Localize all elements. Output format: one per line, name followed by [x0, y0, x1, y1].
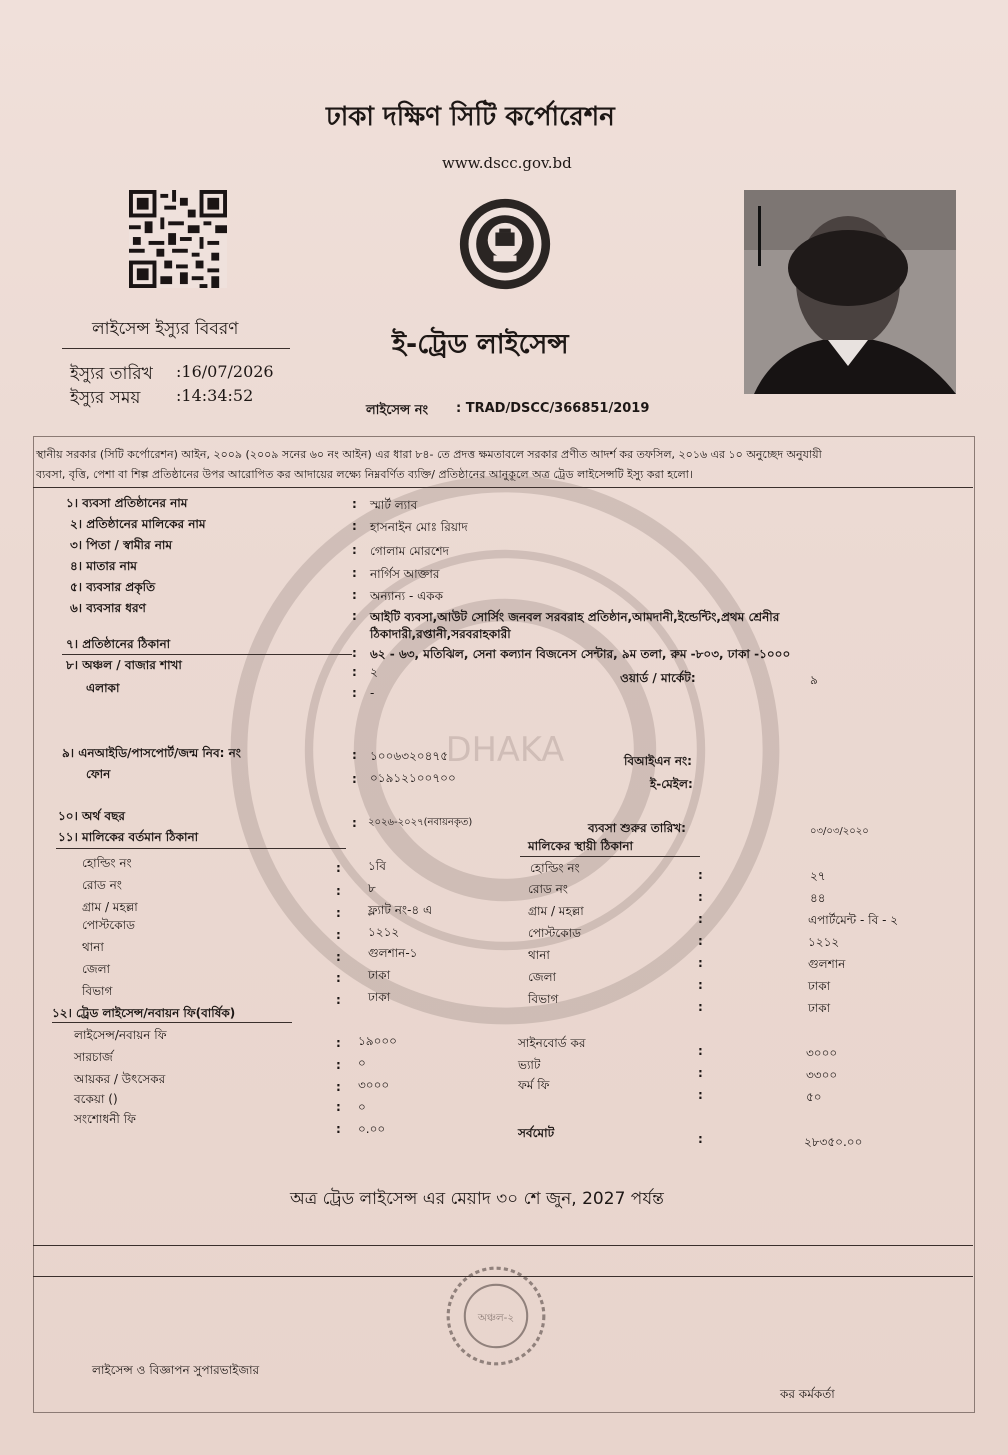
license-fee-value: ১৯০০০: [358, 1034, 397, 1048]
father-name-label: ৩। পিতা / স্বামীর নাম: [70, 538, 173, 552]
org-title: ঢাকা দক্ষিণ সিটি কর্পোরেশন: [326, 102, 615, 132]
present-holding-value: ১বি: [368, 859, 386, 873]
colon: :: [352, 566, 357, 580]
present-postcode-value: ১২১২: [368, 925, 400, 939]
fees-heading: ১২। ট্রেড লাইসেন্স/নবায়ন ফি(বার্ষিক): [52, 1006, 236, 1020]
permanent-thana-label: থানা: [528, 948, 550, 962]
address-label: ৭। প্রতিষ্ঠানের ঠিকানা: [66, 637, 171, 651]
present-road-value: ৮: [368, 881, 376, 895]
permanent-postcode-value: ১২১২: [808, 935, 840, 949]
form-fee-value: ৫০: [806, 1090, 822, 1104]
zone-label: ৮। অঞ্চল / বাজার শাখা: [66, 658, 182, 672]
present-village-label: গ্রাম / মহল্লা: [82, 900, 138, 914]
issue-heading-rule: [62, 348, 290, 349]
mother-name-label: ৪। মাতার নাম: [70, 559, 137, 573]
colon: :: [352, 497, 357, 511]
father-name-value: গোলাম মোরশেদ: [370, 544, 449, 558]
colon: :: [698, 1000, 703, 1014]
total-label: সর্বমোট: [518, 1126, 555, 1140]
amendment-fee-label: সংশোধনী ফি: [74, 1112, 136, 1126]
present-address-rule: [56, 848, 346, 849]
nid-label: ৯। এনআইডি/পাসপোর্ট/জন্ম নিব: নং: [62, 746, 241, 760]
preamble-line-2: ব্যবসা, বৃত্তি, পেশা বা শিল্প প্রতিষ্ঠানের উপর আরোপিত কর আদায়ের লক্ষ্যে নিম্নবর্ণিত ব্যক্তি/ প্রতিষ্ঠানের আনুকূলে অত্র ট্রেড লাইসেন্সটি ইস্যু করা হলো।: [36, 468, 693, 481]
colon: :: [336, 928, 341, 942]
signboard-tax-value: ৩০০০: [806, 1046, 838, 1060]
permanent-address-label: মালিকের স্থায়ী ঠিকানা: [528, 839, 633, 853]
colon: :: [698, 978, 703, 992]
issue-time-label: ইস্যুর সময়: [70, 388, 141, 408]
permanent-road-value: ৪৪: [810, 891, 826, 905]
owner-name-value: হাসনাইন মোঃ রিয়াদ: [370, 520, 468, 534]
ward-label: ওয়ার্ড / মার্কেট:: [620, 671, 696, 685]
phone-value: ০১৯১২১০০৭০০: [370, 771, 456, 785]
colon: :: [336, 1058, 341, 1072]
present-division-value: ঢাকা: [368, 990, 391, 1004]
fees-heading-rule: [52, 1022, 292, 1023]
present-district-label: জেলা: [82, 962, 111, 976]
mother-name-value: নার্গিস আক্তার: [370, 567, 440, 581]
colon: :: [698, 956, 703, 970]
issue-date-label: ইস্যুর তারিখ: [70, 364, 153, 384]
colon: :: [352, 543, 357, 557]
license-no-label: লাইসেন্স নং: [366, 403, 429, 418]
start-date-value: ০৩/০৩/২০২০: [810, 826, 869, 837]
form-fee-label: ফর্ম ফি: [518, 1078, 550, 1092]
business-type-label: ৬। ব্যবসার ধরণ: [70, 601, 146, 615]
permanent-district-value: ঢাকা: [808, 979, 831, 993]
person-photo-icon: [744, 190, 956, 394]
license-no-value: : TRAD/DSCC/366851/2019: [456, 401, 650, 416]
permanent-division-value: ঢাকা: [808, 1001, 831, 1015]
present-holding-label: হোল্ডিং নং: [82, 856, 132, 870]
colon: :: [336, 884, 341, 898]
total-value: ২৮৩৫০.০০: [804, 1135, 863, 1149]
permanent-address-rule: [520, 856, 700, 857]
colon: :: [336, 993, 341, 1007]
colon: :: [698, 1044, 703, 1058]
license-title: ই-ট্রেড লাইসেন্স: [392, 329, 569, 360]
permanent-thana-value: গুলশান: [808, 957, 846, 971]
fiscal-year-label: ১০। অর্থ বছর: [58, 809, 125, 823]
fiscal-year-value: ২০২৬-২০২৭(নবায়নকৃত): [368, 817, 473, 828]
colon: :: [336, 971, 341, 985]
arrears-label: বকেয়া (): [74, 1092, 118, 1106]
colon: :: [336, 861, 341, 875]
permanent-postcode-label: পোস্টকোড: [528, 926, 581, 940]
colon: :: [352, 686, 357, 700]
arrears-value: ০: [358, 1100, 366, 1114]
address-value: ৬২ - ৬৩, মতিঝিল, সেনা কল্যান বিজনেস সেন্টার, ৯ম তলা, রুম -৮০৩, ঢাকা -১০০০: [370, 647, 791, 661]
ward-value: ৯: [810, 673, 818, 687]
colon: :: [352, 816, 357, 830]
validity-text: অত্র ট্রেড লাইসেন্স এর মেয়াদ ৩০ শে জুন, 2027 পর্যন্ত: [290, 1189, 664, 1209]
issue-heading: লাইসেন্স ইস্যুর বিবরণ: [92, 319, 239, 339]
supervisor-label: লাইসেন্স ও বিজ্ঞাপন সুপারভাইজার: [92, 1363, 260, 1377]
colon: :: [336, 1122, 341, 1136]
present-postcode-label: পোস্টকোড: [82, 918, 135, 932]
business-name-value: স্মার্ট ল্যাব: [370, 498, 418, 512]
colon: :: [336, 1036, 341, 1050]
office-stamp-icon: [444, 1264, 548, 1368]
income-tax-label: আয়কর / উৎসেকর: [74, 1072, 166, 1086]
area-value: -: [370, 686, 375, 700]
colon: :: [698, 868, 703, 882]
present-village-value: ফ্ল্যাট নং-৪ এ: [368, 903, 433, 917]
colon: :: [698, 912, 703, 926]
email-label: ই-মেইল:: [650, 777, 693, 791]
permanent-village-value: এপার্টমেন্ট - বি - ২: [808, 913, 899, 927]
amendment-fee-value: ০.০০: [358, 1122, 386, 1136]
colon: :: [352, 519, 357, 533]
colon: :: [352, 665, 357, 679]
colon: :: [336, 950, 341, 964]
start-date-label: ব্যবসা শুরুর তারিখ:: [588, 821, 686, 835]
dscc-seal-icon: [456, 196, 554, 292]
colon: :: [352, 609, 357, 623]
issue-time-value: :14:34:52: [176, 386, 254, 405]
surcharge-label: সারচার্জ: [74, 1050, 113, 1064]
colon: :: [698, 934, 703, 948]
present-road-label: রোড নং: [82, 878, 122, 892]
permanent-road-label: রোড নং: [528, 882, 568, 896]
colon: :: [336, 906, 341, 920]
permanent-holding-label: হোল্ডিং নং: [530, 861, 580, 875]
permanent-holding-value: ২৭: [810, 869, 826, 883]
vat-label: ভ্যাট: [518, 1058, 541, 1072]
watermark-caption: DHAKA: [445, 730, 565, 770]
colon: :: [698, 1088, 703, 1102]
permanent-division-label: বিভাগ: [528, 992, 559, 1006]
website: www.dscc.gov.bd: [442, 154, 572, 172]
surcharge-value: ০: [358, 1056, 366, 1070]
owner-name-label: ২। প্রতিষ্ঠানের মালিকের নাম: [70, 517, 206, 531]
business-nature-value: অন্যান্য - একক: [370, 589, 444, 603]
colon: :: [352, 646, 357, 660]
permanent-village-label: গ্রাম / মহল্লা: [528, 904, 584, 918]
zone-value: ২: [370, 665, 378, 679]
business-nature-label: ৫। ব্যবসার প্রকৃতি: [70, 580, 156, 594]
colon: :: [352, 588, 357, 602]
present-division-label: বিভাগ: [82, 984, 113, 998]
present-thana-label: থানা: [82, 940, 104, 954]
present-address-label: ১১। মালিকের বর্তমান ঠিকানা: [58, 830, 199, 844]
present-thana-value: গুলশান-১: [368, 946, 418, 960]
income-tax-value: ৩০০০: [358, 1078, 390, 1092]
preamble-line-1: স্থানীয় সরকার (সিটি কর্পোরেশন) আইন, ২০০৯ (২০০৯ সনের ৬০ নং আইন) এর ধারা ৮৪- তে প্রদত্ত ক্ষমতাবলে সরকার প্রণীত আদর্শ কর তফসিল, ২০১৬ এর ১০ অনুচ্ছেদ অনুযায়ী: [36, 448, 822, 461]
colon: :: [352, 748, 357, 762]
colon: :: [336, 1080, 341, 1094]
business-type-value-2: ঠিকাদারী,রপ্তানী,সরবরাহকারী: [370, 627, 511, 641]
nid-value: ১০০৬৩২০৪৭৫: [370, 749, 448, 763]
officer-label: কর কর্মকর্তা: [780, 1387, 835, 1401]
address-rule: [62, 654, 352, 655]
colon: :: [336, 1100, 341, 1114]
colon: :: [698, 1132, 703, 1146]
colon: :: [698, 1066, 703, 1080]
vat-value: ৩৩০০: [806, 1068, 838, 1082]
license-fee-label: লাইসেন্স/নবায়ন ফি: [74, 1028, 167, 1042]
colon: :: [352, 772, 357, 786]
phone-label: ফোন: [86, 767, 111, 781]
business-type-value-1: আইটি ব্যবসা,আউট সোর্সিং জনবল সরবরাহ প্রতিষ্ঠান,আমদানী,ইন্ডেন্টিং,প্রথম শ্রেনীর: [370, 610, 780, 624]
colon: :: [698, 890, 703, 904]
signboard-tax-label: সাইনবোর্ড কর: [518, 1036, 586, 1050]
divider-top-footer: [33, 1245, 973, 1246]
present-district-value: ঢাকা: [368, 968, 391, 982]
permanent-district-label: জেলা: [528, 970, 557, 984]
owner-photo: [744, 190, 956, 394]
stamp-text: অঞ্চল-২: [477, 1312, 515, 1325]
issue-date-value: :16/07/2026: [176, 362, 274, 381]
qr-code: [125, 190, 231, 288]
area-label: এলাকা: [86, 681, 120, 695]
bin-label: বিআইএন নং:: [624, 754, 692, 768]
business-name-label: ১। ব্যবসা প্রতিষ্ঠানের নাম: [66, 496, 188, 510]
